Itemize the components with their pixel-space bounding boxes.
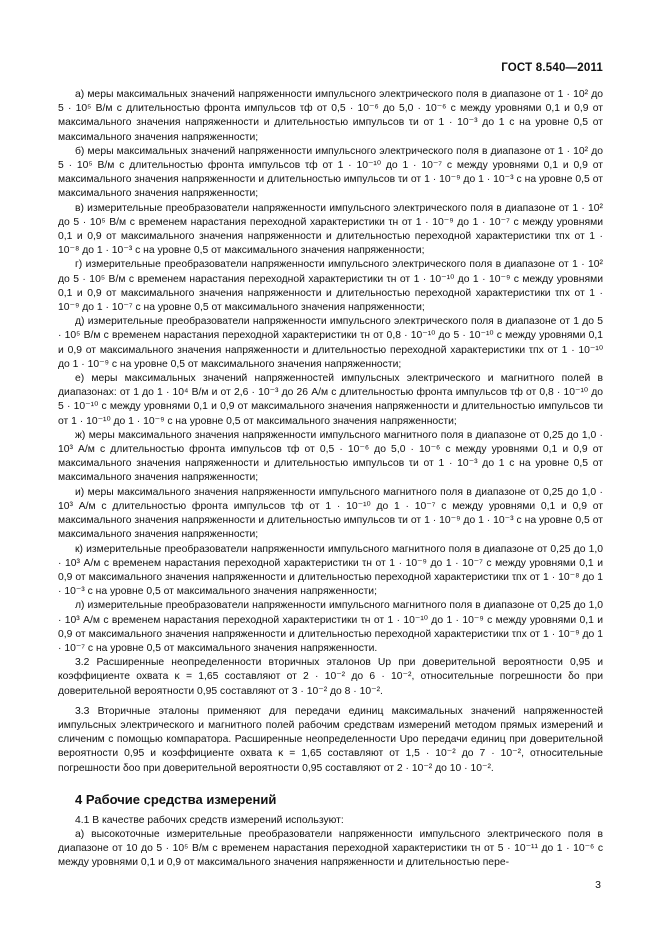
paragraph-item-g: г) измерительные преобразователи напряженности импульсного электрического поля в диапазоне от 1 · 10² до 5 · 10⁵ В/м с временем нарастания переходной характеристики τн от 1 · 10⁻¹⁰ до 1 · 10⁻⁹ с между уровнями 0,1 и 0,9 от максимального значения напряженности и длительностью переходной характеристики τпх от 1 · 10⁻⁹ до 1 · 10⁻⁷ с на уровне 0,5 от максимального значения напряженности; [58, 259, 603, 314]
paragraph-item-v: в) измерительные преобразователи напряженности импульсного электрического поля в диапазоне от 1 · 10² до 5 · 10⁵ В/м с временем нарастания переходной характеристики τн от 1 · 10⁻⁹ до 1 · 10⁻⁷ с между уровнями 0,1 и 0,9 от максимального значения напряженности и длительностью переходной характеристики τпх от 1 · 10⁻⁸ до 1 · 10⁻³ с на уровне 0,5 от максимального значения напряженности; [58, 202, 603, 257]
section-4-heading: 4 Рабочие средства измерений [75, 791, 277, 807]
paragraph-item-d: д) измерительные преобразователи напряженности импульсного электрического поля в диапазоне от 1 до 5 · 10⁵ В/м с временем нарастания переходной характеристики τн от 0,8 · 10⁻¹⁰ до 5 · 10⁻¹⁰ с между уровнями 0,1 и 0,9 от максимального значения напряженности и длительностью переходной характеристики τпх от 1 · 10⁻¹⁰ до 1 · 10⁻⁹ с на уровне 0,5 от максимального значения напряженности; [58, 316, 603, 370]
paragraph-item-zh: ж) меры максимального значения напряженности импульсного магнитного поля в диапазоне от 0,25 до 1,0 · 10³ А/м с длительностью фронта импульсов τф от 0,5 · 10⁻⁶ до 5,0 · 10⁻⁶ с между уровнями 0,1 и 0,9 от максимального значения напряженности и длительностью импульсов τи от 1 · 10⁻³ до 1 с на уровне 0,5 от максимального значения напряженности; [58, 429, 603, 484]
paragraph-item-b: б) меры максимальных значений напряженности импульсного электрического поля в диапазоне от 1 · 10² до 5 · 10⁵ В/м с длительностью фронта импульсов τф от 1 · 10⁻¹⁰ до 1 · 10⁻⁷ с между уровнями 0,1 и 0,9 от максимального значения напряженности и длительностью импульсов τи от 1 · 10⁻⁹ до 1 · 10⁻³ с на уровне 0,5 от максимального значения напряженности; [58, 145, 603, 200]
paragraph-item-e: е) меры максимальных значений напряженностей импульсных электрического и магнитного полей в диапазонах: от 1 до 1 · 10⁴ В/м и от 2,6 · 10⁻³ до 26 А/м с длительностью фронта импульсов τф от 0,8 · 10⁻¹⁰ до 5 · 10⁻¹⁰ с между уровнями 0,1 и 0,9 от максимального значения напряженности и длительностью импульсов τи от 1 · 10⁻¹⁰ до 1 · 10⁻⁹ с на уровне 0,5 от максимального значения напряженности; [58, 373, 603, 427]
paragraph-4-1-a: а) высокоточные измерительные преобразователи напряженности импульсного электрического поля в диапазоне от 10 до 5 · 10⁵ В/м с временем нарастания переходной характеристики τн от 5 · 10⁻¹¹ до 1 · 10⁻⁶ с между уровнями 0,1 и 0,9 от максимального значения напряженности и длительностью пере- [58, 828, 603, 869]
paragraph-3-3: 3.3 Вторичные эталоны применяют для передачи единиц максимальных значений напряженностей импульсных электрического и магнитного полей рабочим средствам измерений методом прямых измерений и сличеним с помощью компаратора. Расширенные неопределенности Upo передачи единиц при доверительной вероятности 0,95 и коэффициенте охвата κ = 1,65 составляют от 1,5 · 10⁻² до 7 · 10⁻², относительные погрешности δоо при доверительной вероятности 0,95 составляют от 2 · 10⁻² до 10 · 10⁻². [58, 705, 603, 774]
paragraph-4-1: 4.1 В качестве рабочих средств измерений используют: [75, 814, 344, 826]
paragraph-3-2: 3.2 Расширенные неопределенности вторичных эталонов Up при доверительной вероятности 0,95 и коэффициенте охвата κ = 1,65 составляют от 2 · 10⁻² до 6 · 10⁻², относительные погрешности δо при доверительной вероятности 0,95 составляют от 3 · 10⁻² до 8 · 10⁻². [58, 657, 603, 697]
document-body [58, 88, 603, 871]
paragraph-item-k: к) измерительные преобразователи напряженности импульсного магнитного поля в диапазоне от 0,25 до 1,0 · 10³ А/м с временем нарастания переходной характеристики τн от 1 · 10⁻⁹ до 1 · 10⁻⁷ с между уровнями 0,1 и 0,9 от максимального значения напряженности и длительностью переходной характеристики τпх от 1 · 10⁻⁸ до 1 · 10⁻³ с на уровне 0,5 от максимального значения напряженности; [58, 543, 603, 598]
document-header: ГОСТ 8.540—2011 [501, 62, 603, 74]
paragraph-item-a: а) меры максимальных значений напряженности импульсного электрического поля в диапазоне от 1 · 10² до 5 · 10⁵ В/м с длительностью фронта импульсов τф от 0,5 · 10⁻⁶ до 5,0 · 10⁻⁶ с между уровнями 0,1 и 0,9 от максимального значения напряженности и длительностью импульсов τи от 1 · 10⁻³ до 1 с на уровне 0,5 от максимального значения напряженности; [58, 89, 603, 143]
paragraph-item-l: л) измерительные преобразователи напряженности импульсного магнитного поля в диапазоне от 0,25 до 1,0 · 10³ А/м с временем нарастания переходной характеристики τн от 1 · 10⁻¹⁰ до 1 · 10⁻⁹ с между уровнями 0,1 и 0,9 от максимального значения напряженности и длительностью переходной характеристики τпх от 1 · 10⁻⁹ до 1 · 10⁻⁷ с на уровне 0,5 от максимального значения напряженности. [58, 600, 603, 654]
page-number: 3 [595, 879, 601, 891]
paragraph-item-i: и) меры максимального значения напряженности импульсного магнитного поля в диапазоне от 0,25 до 1,0 · 10³ А/м с длительностью фронта импульсов τф от 1 · 10⁻¹⁰ до 1 · 10⁻⁷ с между уровнями 0,1 и 0,9 от максимального значения напряженности и длительностью импульсов τи от 1 · 10⁻⁹ до 1 · 10⁻³ с на уровне 0,5 от максимального значения напряженности; [58, 486, 603, 541]
